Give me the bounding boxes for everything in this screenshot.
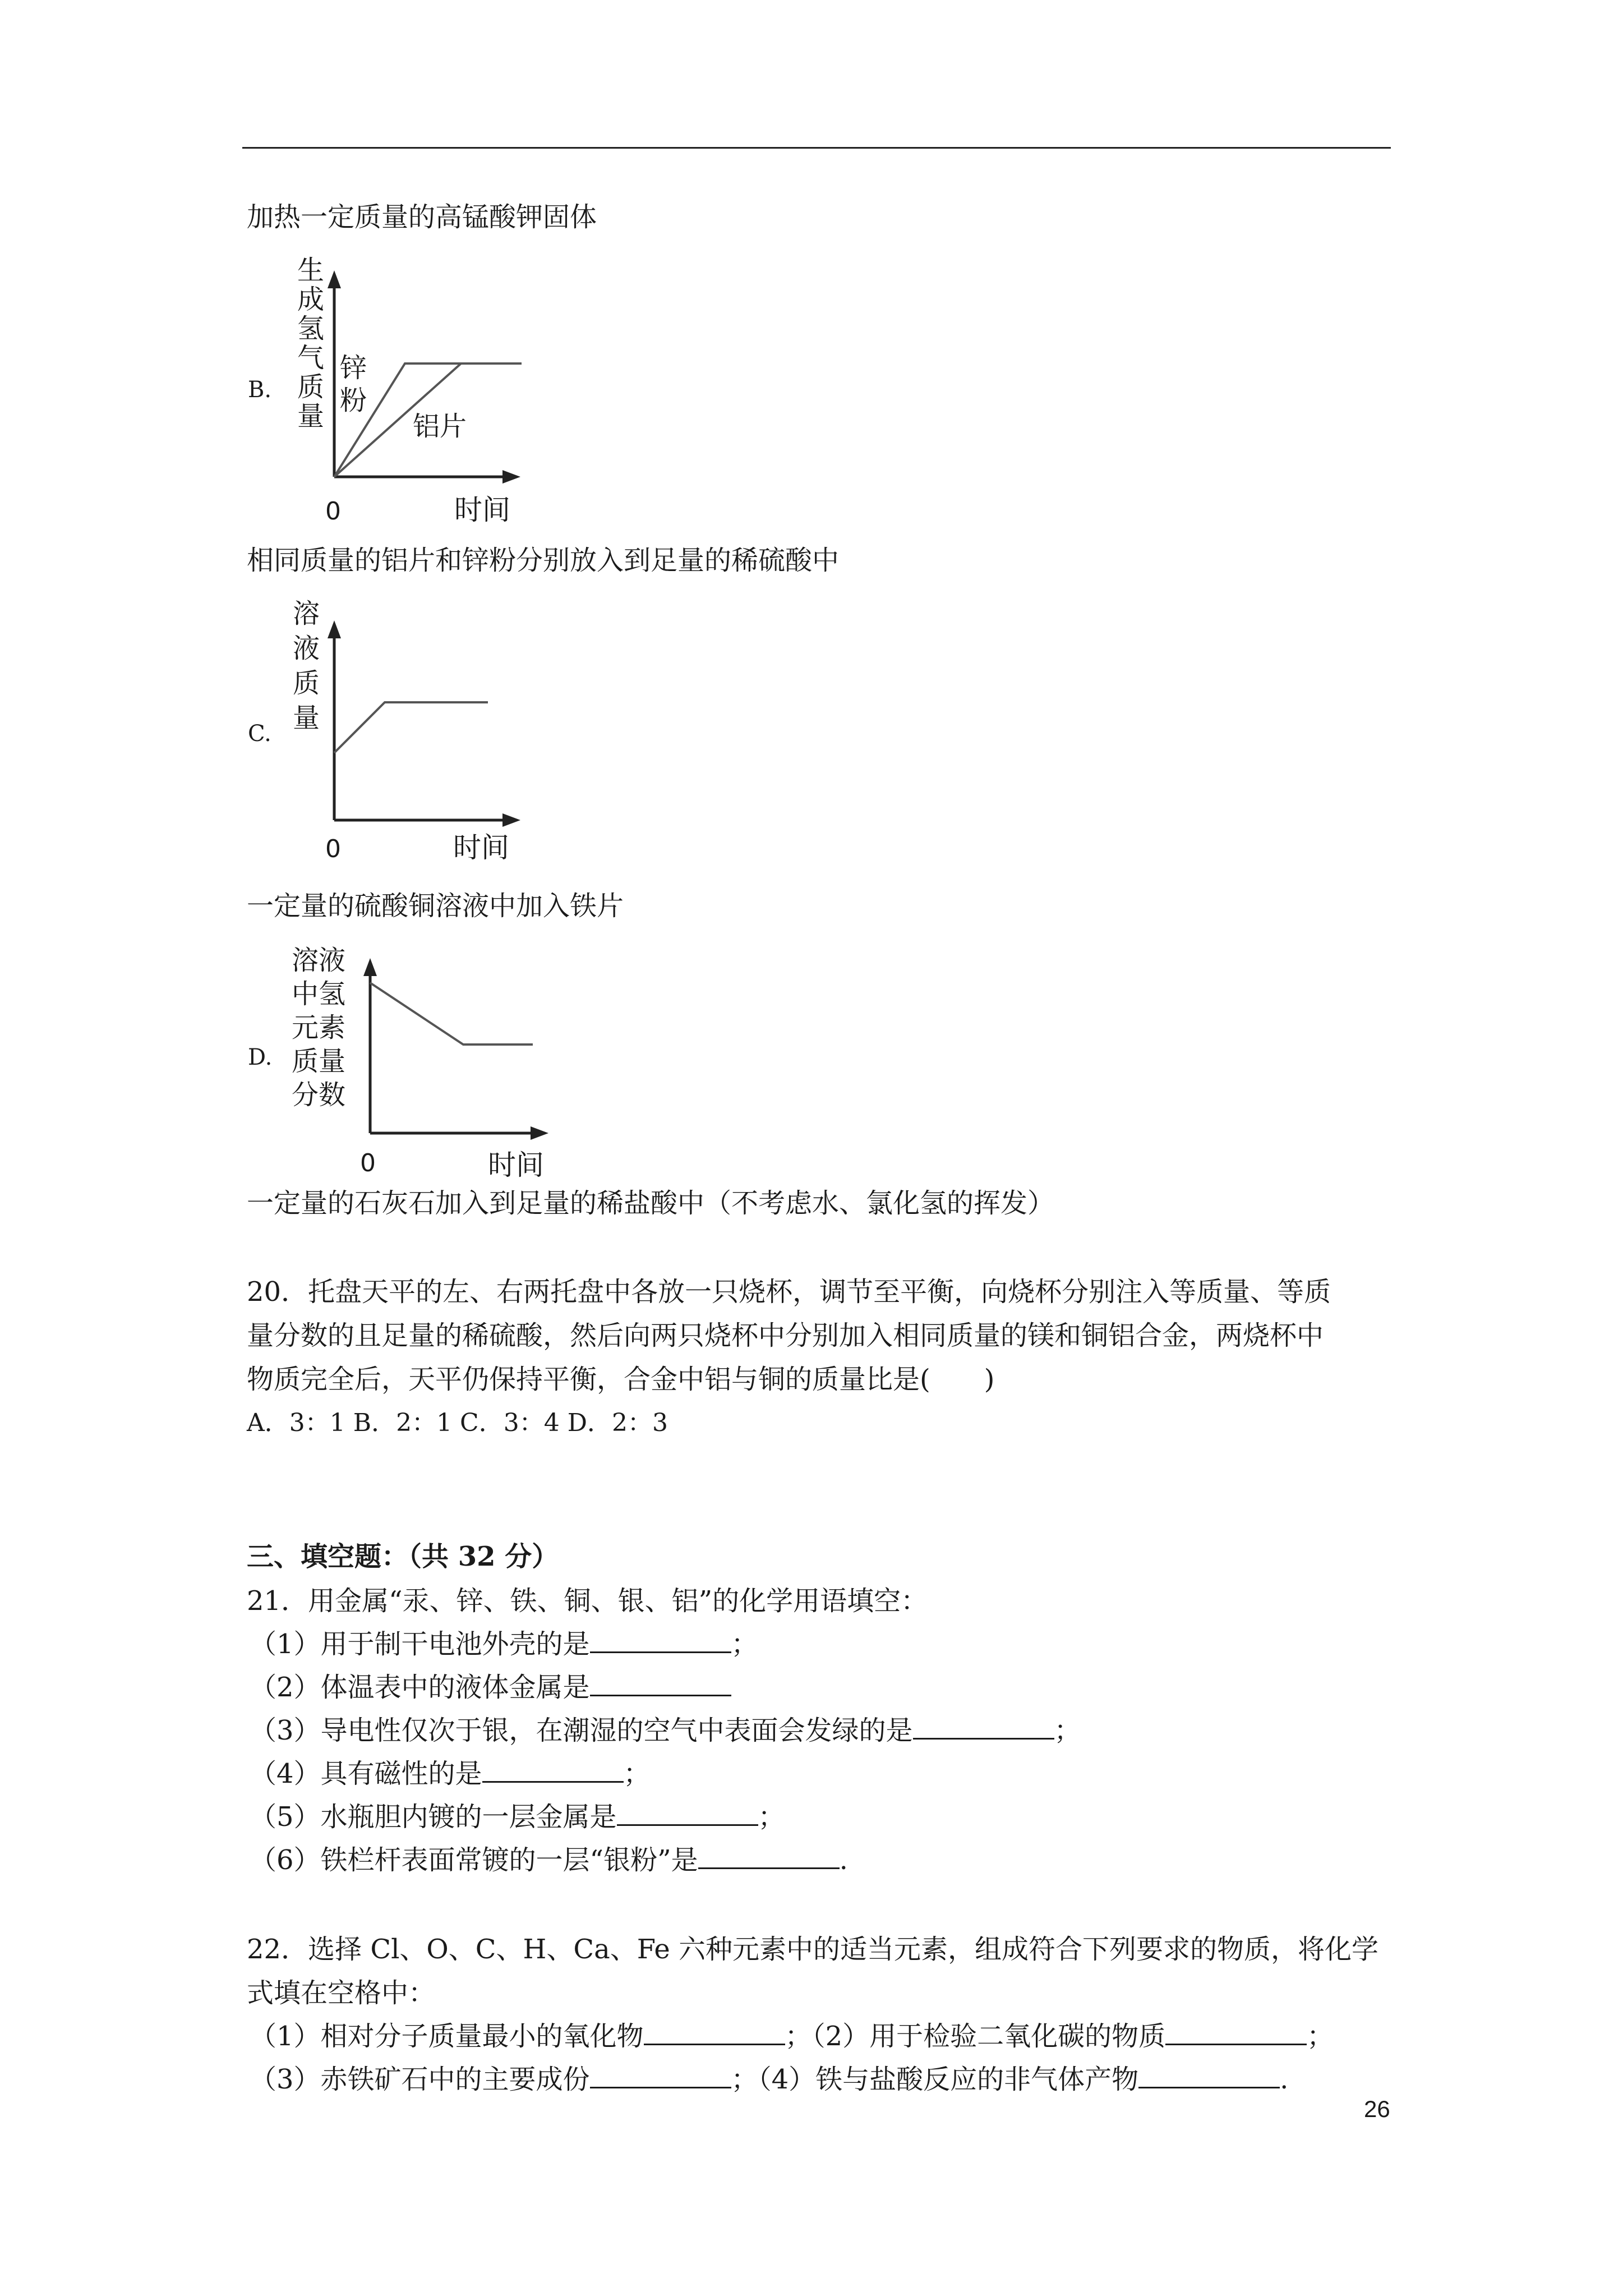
option-b-label: B. (248, 377, 272, 403)
answer-blank[interactable] (590, 1670, 731, 1696)
series-label-zinc: 锌 (340, 352, 367, 384)
option-c-label: C. (248, 721, 271, 747)
option-d-label: D. (248, 1045, 273, 1070)
answer-blank[interactable] (1138, 2062, 1280, 2088)
origin-label: 0 (325, 497, 341, 526)
option-c-caption: 一定量的硫酸铜溶液中加入铁片 (247, 890, 624, 922)
y-axis-arrow (328, 620, 341, 638)
answer-blank[interactable] (482, 1756, 624, 1783)
y-axis-char: 量 (293, 702, 320, 734)
y-axis-char: 生 (297, 255, 325, 286)
answer-blank[interactable] (617, 1800, 758, 1826)
prev-option-caption: 加热一定质量的高锰酸钾固体 (247, 201, 597, 233)
y-axis-char: 成 (297, 284, 325, 315)
y-axis-char: 质 (293, 668, 320, 699)
answer-blank[interactable] (590, 1627, 731, 1653)
option-d-graph (280, 942, 561, 1200)
curve-hydrogen-fraction (370, 983, 533, 1045)
origin-label: 0 (360, 1149, 376, 1177)
header-rule (242, 147, 1391, 149)
option-c-graph (280, 596, 561, 876)
y-axis-arrow (363, 958, 377, 976)
answer-blank[interactable] (913, 1713, 1054, 1740)
x-axis-arrow (502, 470, 520, 484)
option-b-graph (280, 252, 561, 533)
y-axis-char: 量 (297, 401, 325, 432)
answer-blank[interactable] (644, 2019, 785, 2045)
q21-item-4: （4）具有磁性的是 ； (250, 1756, 651, 1792)
q20-choices: A．3：1 B．2：1 C．3：4 D．2：3 (247, 1409, 668, 1437)
y-axis-char: 质 (297, 371, 325, 403)
q20-line-3: 物质完全后，天平仍保持平衡，合金中铝与铜的质量比是( ) (247, 1364, 995, 1395)
x-axis-arrow (502, 813, 520, 827)
y-axis-text: 元素 (292, 1012, 346, 1043)
y-axis-arrow (328, 270, 341, 288)
q21-item-3: （3）导电性仅次于银，在潮湿的空气中表面会发绿的是 ； (250, 1713, 1081, 1749)
option-b-caption: 相同质量的铝片和锌粉分别放入到足量的稀硫酸中 (247, 545, 840, 576)
q22-stem-line-1: 22．选择 Cl、O、C、H、Ca、Fe 六种元素中的适当元素，组成符合下列要求的物质，将化学 (247, 1934, 1379, 1965)
q22-stem-line-2: 式填在空格中： (247, 1977, 436, 2009)
section-title: 三、填空题：（共 32 分） (247, 1541, 559, 1572)
q22-row-2: （3）赤铁矿石中的主要成份 ；（4）铁与盐酸反应的非气体产物 . (250, 2062, 1288, 2097)
q21-item-1: （1）用于制干电池外壳的是 ； (250, 1626, 758, 1662)
x-axis-label: 时间 (453, 831, 509, 864)
q20-line-2: 量分数的且足量的稀硫酸，然后向两只烧杯中分别加入相同质量的镁和铜铝合金，两烧杯中 (247, 1320, 1324, 1351)
y-axis-char: 溶 (293, 598, 320, 629)
q21-item-5: （5）水瓶胆内镀的一层金属是 ； (250, 1799, 785, 1835)
y-axis-text: 中氢 (292, 978, 346, 1010)
y-axis-text: 溶液 (292, 945, 346, 976)
x-axis-label: 时间 (488, 1149, 544, 1181)
y-axis-text: 质量 (292, 1046, 346, 1077)
q21-item-6: （6）铁栏杆表面常镀的一层“银粉”是 . (250, 1842, 848, 1878)
answer-blank[interactable] (1165, 2019, 1307, 2045)
x-axis-label: 时间 (454, 494, 510, 526)
y-axis-char: 氢 (297, 313, 325, 344)
q22-row-1: （1）相对分子质量最小的氧化物 ；（2）用于检验二氧化碳的物质 ； (250, 2018, 1334, 2054)
y-axis-char: 气 (297, 342, 325, 374)
series-label-aluminum: 铝片 (413, 411, 467, 442)
answer-blank[interactable] (698, 1843, 840, 1869)
origin-label: 0 (325, 835, 341, 863)
q20-line-1: 20．托盘天平的左、右两托盘中各放一只烧杯，调节至平衡，向烧杯分别注入等质量、等质 (247, 1276, 1331, 1308)
x-axis-arrow (531, 1126, 548, 1140)
answer-blank[interactable] (590, 2062, 731, 2088)
series-label-zinc: 粉 (340, 385, 367, 416)
page-number: 26 (1364, 2096, 1390, 2122)
q21-stem: 21．用金属“汞、锌、铁、铜、银、铝”的化学用语填空： (247, 1585, 928, 1617)
option-d-caption: 一定量的石灰石加入到足量的稀盐酸中（不考虑水、氯化氢的挥发） (247, 1188, 1055, 1219)
q21-item-2: （2）体温表中的液体金属是 (250, 1669, 731, 1705)
y-axis-text: 分数 (292, 1079, 346, 1111)
y-axis-char: 液 (293, 633, 320, 664)
curve-solution-mass (334, 702, 488, 753)
